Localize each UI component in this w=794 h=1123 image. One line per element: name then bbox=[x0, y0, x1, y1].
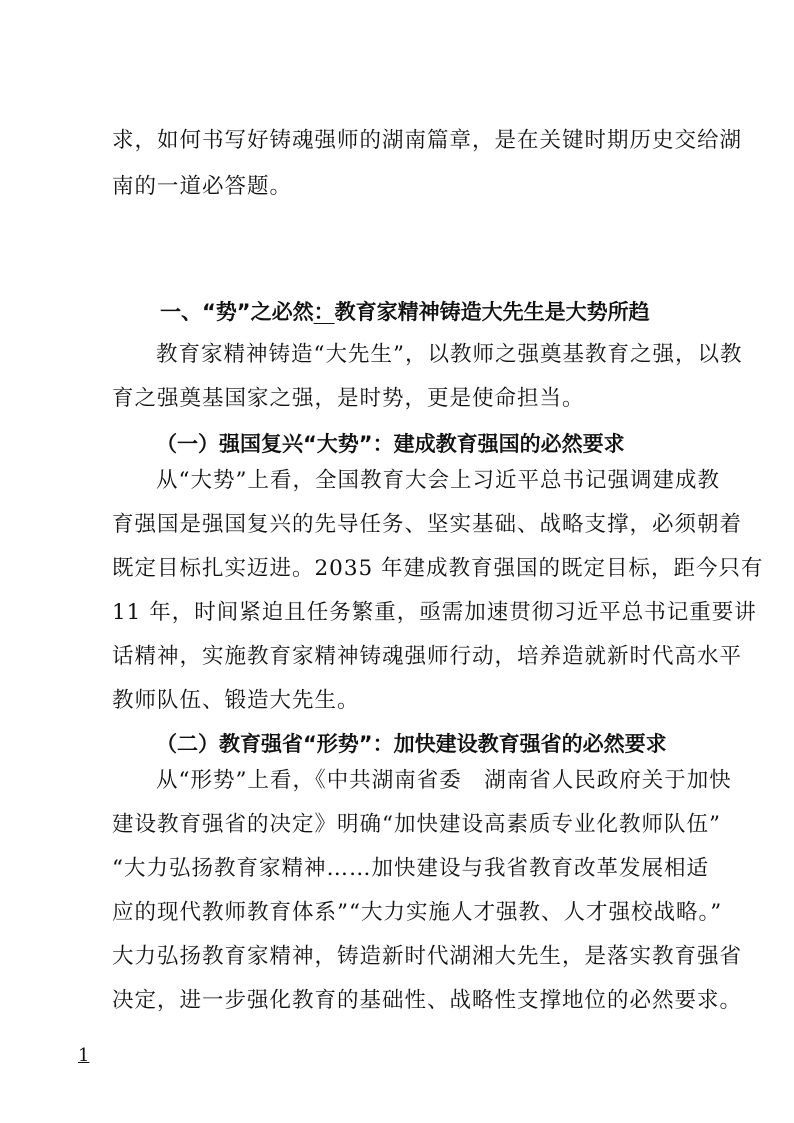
sub1-line-1: 从“大势”上看，全国教育大会上习近平总书记强调建成教 bbox=[156, 468, 720, 493]
section1-line-1: 教育家精神铸造“大先生”，以教师之强奠基教育之强，以教 bbox=[156, 342, 743, 367]
sub2-heading: （二）教育强省“形势”：加快建设教育强省的必然要求 bbox=[156, 732, 667, 756]
sub2-line-2: 建设教育强省的决定》明确“加快建设高素质专业化教师队伍” bbox=[112, 812, 721, 837]
sub1-line-4: 11 年，时间紧迫且任务繁重，亟需加速贯彻习近平总书记重要讲 bbox=[112, 600, 757, 625]
sub2-line-6: 决定，进一步强化教育的基础性、战略性支撑地位的必然要求。 bbox=[112, 988, 743, 1013]
sub1-line-3: 既定目标扎实迈进。2035 年建成教育强国的既定目标，距今只有 bbox=[112, 556, 764, 581]
sub1-line-5: 话精神，实施教育家精神铸魂强师行动，培养造就新时代高水平 bbox=[112, 644, 743, 669]
intro-line-2: 南的一道必答题。 bbox=[112, 174, 293, 199]
sub1-line-2: 育强国是强国复兴的先导任务、坚实基础、战略支撑，必须朝着 bbox=[112, 512, 743, 537]
sub2-line-3: “大力弘扬教育家精神……加快建设与我省教育改革发展相适 bbox=[112, 856, 709, 881]
sub2-line-4: 应的现代教师教育体系”“大力实施人才强教、人才强校战略。” bbox=[112, 900, 723, 925]
section1-heading-prefix: 一、 bbox=[160, 300, 202, 324]
sub2-line-1: 从“形势”上看，《中共湖南省委 湖南省人民政府关于加快 bbox=[156, 768, 732, 793]
intro-line-1: 求，如何书写好铸魂强师的湖南篇章，是在关键时期历史交给湖 bbox=[112, 128, 743, 153]
sub1-line-6: 教师队伍、锻造大先生。 bbox=[112, 688, 360, 713]
section1-line-2: 育之强奠基国家之强，是时势，更是使命担当。 bbox=[112, 386, 585, 411]
section1-heading-quote: “势”之必然 bbox=[202, 300, 314, 324]
section1-heading-rest: 教育家精神铸造大先生是大势所趋 bbox=[334, 300, 650, 324]
sub2-line-5: 大力弘扬教育家精神，铸造新时代湖湘大先生，是落实教育强省 bbox=[112, 944, 743, 969]
page-number: 1 bbox=[78, 1045, 90, 1066]
sub1-heading: （一）强国复兴“大势”：建成教育强国的必然要求 bbox=[156, 432, 625, 456]
section1-heading bbox=[160, 296, 650, 326]
section1-heading-colon: ： bbox=[313, 300, 335, 324]
